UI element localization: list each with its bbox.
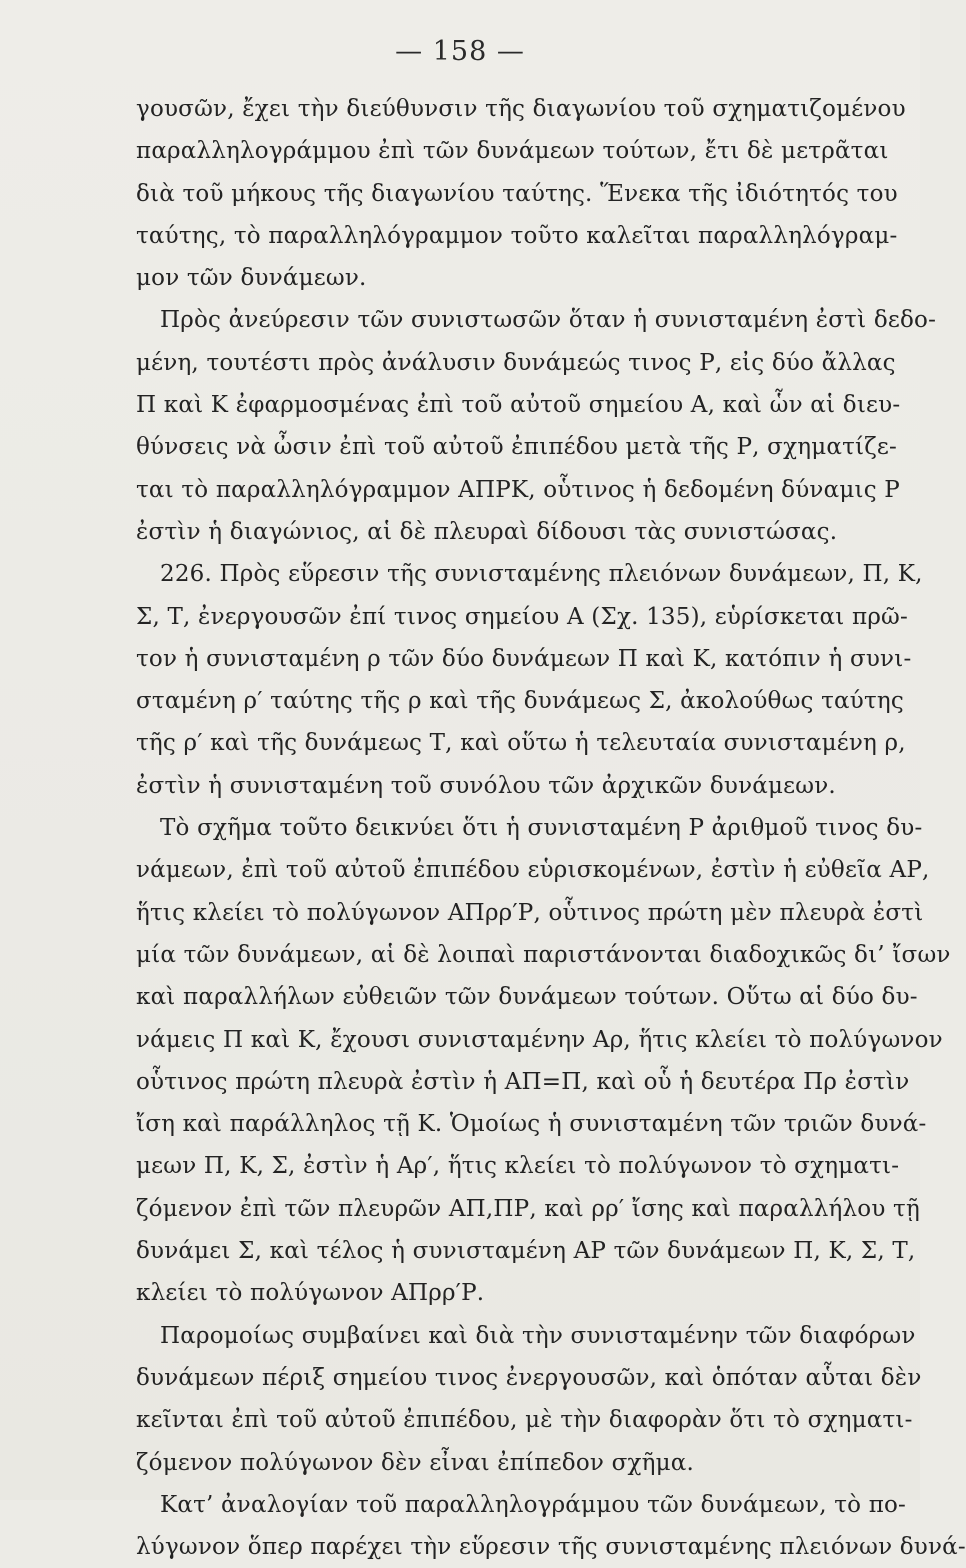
text-line: ται τὸ παραλληλόγραμμον ΑΠΡΚ, οὗτινος ἡ δεδομένη δύναμις Ρ <box>136 476 900 503</box>
text-line: Σ, Τ, ἐνεργουσῶν ἐπί τινος σημείου Α (Σχ. 135), εὑρίσκεται πρῶ- <box>136 603 908 630</box>
section-heading-line: 226. Πρὸς εὕρεσιν τῆς συνισταμένης πλειόνων δυνάμεων, Π, Κ, <box>160 561 923 588</box>
page-number: — 158 — <box>395 36 525 67</box>
text-line: τῆς ρ′ καὶ τῆς δυνάμεως Τ, καὶ οὕτω ἡ τελευταία συνισταμένη ρ, <box>136 730 906 757</box>
text-line: δυνάμεων πέριξ σημείου τινος ἐνεργουσῶν, καὶ ὁπόταν αὗται δὲν <box>136 1364 922 1391</box>
text-line: ἥτις κλείει τὸ πολύγωνον ΑΠρρ′Ρ, οὗτινος πρώτη μὲν πλευρὰ ἐστὶ <box>136 899 924 926</box>
text-line: μον τῶν δυνάμεων. <box>136 265 367 292</box>
text-line: νάμεις Π καὶ Κ, ἔχουσι συνισταμένην Αρ, ἥτις κλείει τὸ πολύγωνον <box>136 1026 943 1053</box>
text-line: τον ἡ συνισταμένη ρ τῶν δύο δυνάμεων Π καὶ Κ, κατόπιν ἡ συνι- <box>136 645 912 672</box>
text-line: ταύτης, τὸ παραλληλόγραμμον τοῦτο καλεῖται παραλληλόγραμ- <box>136 222 898 249</box>
text-line: Πρὸς ἀνεύρεσιν τῶν συνιστωσῶν ὅταν ἡ συνισταμένη ἐστὶ δεδο- <box>160 307 937 334</box>
text-line: θύνσεις νὰ ὦσιν ἐπὶ τοῦ αὐτοῦ ἐπιπέδου μετὰ τῆς Ρ, σχηματίζε- <box>136 434 897 461</box>
text-line: ζόμενον πολύγωνον δὲν εἶναι ἐπίπεδον σχῆμα. <box>136 1449 695 1476</box>
text-line: ζόμενον ἐπὶ τῶν πλευρῶν ΑΠ,ΠΡ, καὶ ρρ′ ἴσης καὶ παραλλήλου τῇ <box>136 1195 920 1222</box>
text-line: διὰ τοῦ μήκους τῆς διαγωνίου ταύτης. Ἕνεκα τῆς ἰδιότητός του <box>136 180 898 207</box>
text-line: παραλληλογράμμου ἐπὶ τῶν δυνάμεων τούτων, ἔτι δὲ μετρᾶται <box>136 138 889 165</box>
body-text <box>136 88 966 1568</box>
text-line: ἐστὶν ἡ συνισταμένη τοῦ συνόλου τῶν ἀρχικῶν δυνάμεων. <box>136 772 836 799</box>
text-line: λύγωνον ὅπερ παρέχει τὴν εὕρεσιν τῆς συνισταμένης πλειόνων δυνά- <box>136 1534 966 1561</box>
text-line: μία τῶν δυνάμεων, αἱ δὲ λοιπαὶ παριστάνονται διαδοχικῶς δι’ ἴσων <box>136 941 951 968</box>
text-line: σταμένη ρ′ ταύτης τῆς ρ καὶ τῆς δυνάμεως Σ, ἀκολούθως ταύτης <box>136 688 904 715</box>
text-line: ἐστὶν ἡ διαγώνιος, αἱ δὲ πλευραὶ δίδουσι τὰς συνιστώσας. <box>136 518 838 545</box>
text-line: κεῖνται ἐπὶ τοῦ αὐτοῦ ἐπιπέδου, μὲ τὴν διαφορὰν ὅτι τὸ σχηματι- <box>136 1407 913 1434</box>
text-line: δυνάμει Σ, καὶ τέλος ἡ συνισταμένη ΑΡ τῶν δυνάμεων Π, Κ, Σ, Τ, <box>136 1238 916 1265</box>
text-line: Τὸ σχῆμα τοῦτο δεικνύει ὅτι ἡ συνισταμένη Ρ ἀριθμοῦ τινος δυ- <box>160 815 923 842</box>
text-line: Κατ’ ἀναλογίαν τοῦ παραλληλογράμμου τῶν δυνάμεων, τὸ πο- <box>160 1491 907 1518</box>
text-line: νάμεων, ἐπὶ τοῦ αὐτοῦ ἐπιπέδου εὑρισκομένων, ἐστὶν ἡ εὐθεῖα ΑΡ, <box>136 857 930 884</box>
text-line: Παρομοίως συμβαίνει καὶ διὰ τὴν συνισταμένην τῶν διαφόρων <box>160 1322 916 1349</box>
text-line: οὗτινος πρώτη πλευρὰ ἐστὶν ἡ ΑΠ=Π, καὶ οὗ ἡ δευτέρα Πρ ἐστὶν <box>136 1068 910 1095</box>
text-line: μεων Π, Κ, Σ, ἐστὶν ἡ Αρ′, ἥτις κλείει τὸ πολύγωνον τὸ σχηματι- <box>136 1153 900 1180</box>
text-line: κλείει τὸ πολύγωνον ΑΠρρ′Ρ. <box>136 1280 485 1307</box>
text-line: γουσῶν, ἔχει τὴν διεύθυνσιν τῆς διαγωνίου τοῦ σχηματιζομένου <box>136 96 906 122</box>
text-line: ἴση καὶ παράλληλος τῇ Κ. Ὁμοίως ἡ συνισταμένη τῶν τριῶν δυνά- <box>136 1111 927 1138</box>
text-line: Π καὶ Κ ἐφαρμοσμένας ἐπὶ τοῦ αὐτοῦ σημείου Α, καὶ ὧν αἱ διευ- <box>136 392 901 419</box>
text-line: καὶ παραλλήλων εὐθειῶν τῶν δυνάμεων τούτων. Οὕτω αἱ δύο δυ- <box>136 984 918 1011</box>
text-line: μένη, τουτέστι πρὸς ἀνάλυσιν δυνάμεώς τινος Ρ, εἰς δύο ἄλλας <box>136 349 896 376</box>
